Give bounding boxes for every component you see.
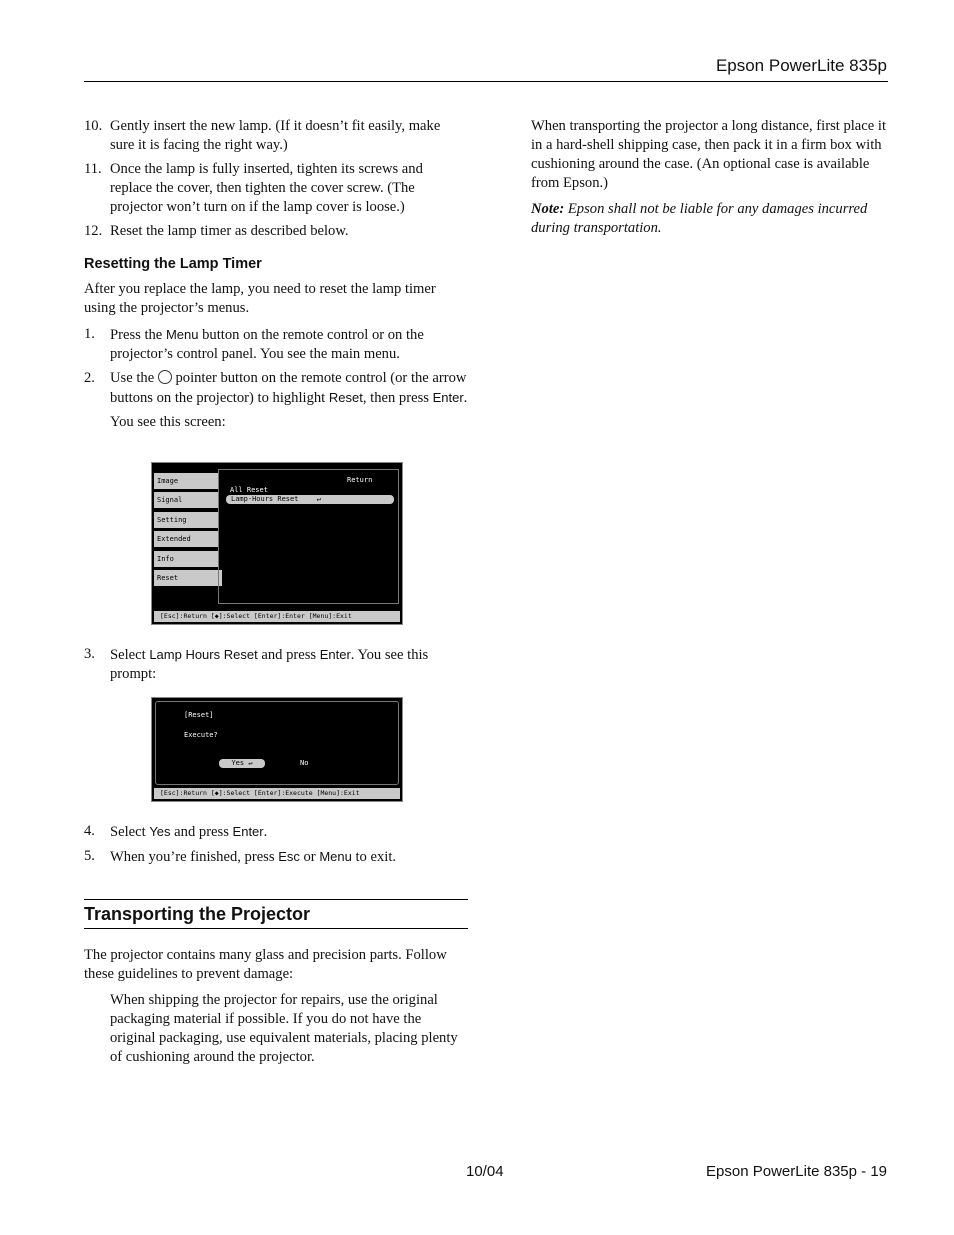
- menu-tab-info: Info: [154, 551, 218, 567]
- step-text: Gently insert the new lamp. (If it doesn’t fit easily, make sure it is facing the right way.): [110, 118, 441, 153]
- section-title: Transporting the Projector: [84, 904, 311, 924]
- header-rule: [84, 81, 888, 82]
- prompt-statusbar: [Esc]:Return [◆]:Select [Enter]:Execute [Menu]:Exit: [154, 788, 400, 799]
- step-3: 3. Select Lamp Hours Reset and press Enter. You see this prompt:: [84, 646, 429, 682]
- step-text: Reset the lamp timer as described below.: [110, 223, 349, 239]
- ui-term: Lamp Hours Reset: [149, 647, 258, 662]
- reset-prompt-screenshot: [151, 697, 403, 802]
- note-label: Note:: [531, 201, 565, 217]
- ui-term: Yes: [149, 824, 171, 839]
- step-10: 10. Gently insert the new lamp. (If it doesn’t fit easily, make sure it is facing the right way.): [84, 118, 441, 153]
- ui-term: Enter: [319, 647, 351, 662]
- right-column: [531, 117, 889, 245]
- footer-date: 10/04: [466, 1163, 504, 1180]
- ui-term: Enter: [232, 824, 264, 839]
- note-paragraph: Note: Epson shall not be liable for any damages incurred during transportation.: [531, 201, 868, 236]
- all-reset-label: All Reset: [230, 486, 268, 494]
- no-option: No: [300, 759, 309, 767]
- footer-page-label: Epson PowerLite 835p - 19: [706, 1163, 887, 1180]
- step-2: 2. Use the pointer button on the remote control (or the arrow buttons on the projector) to highlight Reset, then press Enter.: [84, 370, 468, 406]
- ui-term: Esc: [278, 849, 300, 864]
- enter-icon: ↵: [316, 495, 321, 503]
- left-column: [84, 117, 468, 439]
- menu-statusbar: [Esc]:Return [◆]:Select [Enter]:Enter [Menu]:Exit: [154, 611, 400, 622]
- transport-guideline-1: When shipping the projector for repairs, use the original packaging material if possible. If you do not have the original packaging, use equivalent materials, placing plenty of cushioning around the projector.: [110, 992, 458, 1065]
- ui-term: Menu: [165, 327, 199, 342]
- pointer-button-icon: [158, 370, 172, 384]
- reset-menu-screenshot: [151, 462, 403, 625]
- yes-option: Yes ↵: [219, 759, 265, 768]
- menu-tab-setting: Setting: [154, 512, 218, 528]
- step-text: Once the lamp is fully inserted, tighten its screws and replace the cover, then tighten the cover screw. (The projector won’t turn on if the lamp cover is loose.): [110, 161, 423, 215]
- see-screen-text: You see this screen:: [110, 414, 226, 430]
- reset-intro: After you replace the lamp, you need to reset the lamp timer using the projector’s menus.: [84, 281, 436, 316]
- menu-tab-signal: Signal: [154, 492, 218, 508]
- step-1: 1. Press the Menu button on the remote control or on the projector’s control panel. You see the main menu.: [84, 326, 424, 362]
- transport-text: [84, 946, 468, 1074]
- ui-term: Reset: [328, 390, 363, 405]
- lamp-hours-reset-item: Lamp-Hours Reset ↵: [226, 495, 394, 504]
- transport-intro: The projector contains many glass and precision parts. Follow these guidelines to prevent damage:: [84, 947, 447, 982]
- return-label: Return: [347, 476, 373, 484]
- menu-tab-reset: Reset: [154, 570, 222, 586]
- header-title: Epson PowerLite 835p: [715, 56, 887, 75]
- long-distance-paragraph: When transporting the projector a long distance, first place it in a hard-shell shipping case, then pack it in a firm box with cushioning around the case. (An optional case is available from Epson.): [531, 118, 886, 191]
- ui-term: Enter: [432, 390, 464, 405]
- section-heading-box: [84, 899, 468, 929]
- ui-term: Menu: [319, 849, 352, 864]
- step-5: 5. When you’re finished, press Esc or Menu to exit.: [84, 848, 397, 865]
- prompt-question: Execute?: [184, 731, 218, 739]
- menu-tab-image: Image: [154, 473, 218, 489]
- step-11: 11. Once the lamp is fully inserted, tighten its screws and replace the cover, then tighten the cover screw. (The projector won’t turn on if the lamp cover is loose.): [84, 161, 423, 215]
- prompt-title: [Reset]: [184, 711, 214, 719]
- left-column-lower: [84, 822, 468, 872]
- step-4: 4. Select Yes and press Enter.: [84, 823, 268, 840]
- reset-heading: Resetting the Lamp Timer: [84, 256, 262, 272]
- left-column-mid: [84, 645, 468, 689]
- menu-tab-extended: Extended: [154, 531, 218, 547]
- step-12: 12. Reset the lamp timer as described below.: [84, 223, 349, 239]
